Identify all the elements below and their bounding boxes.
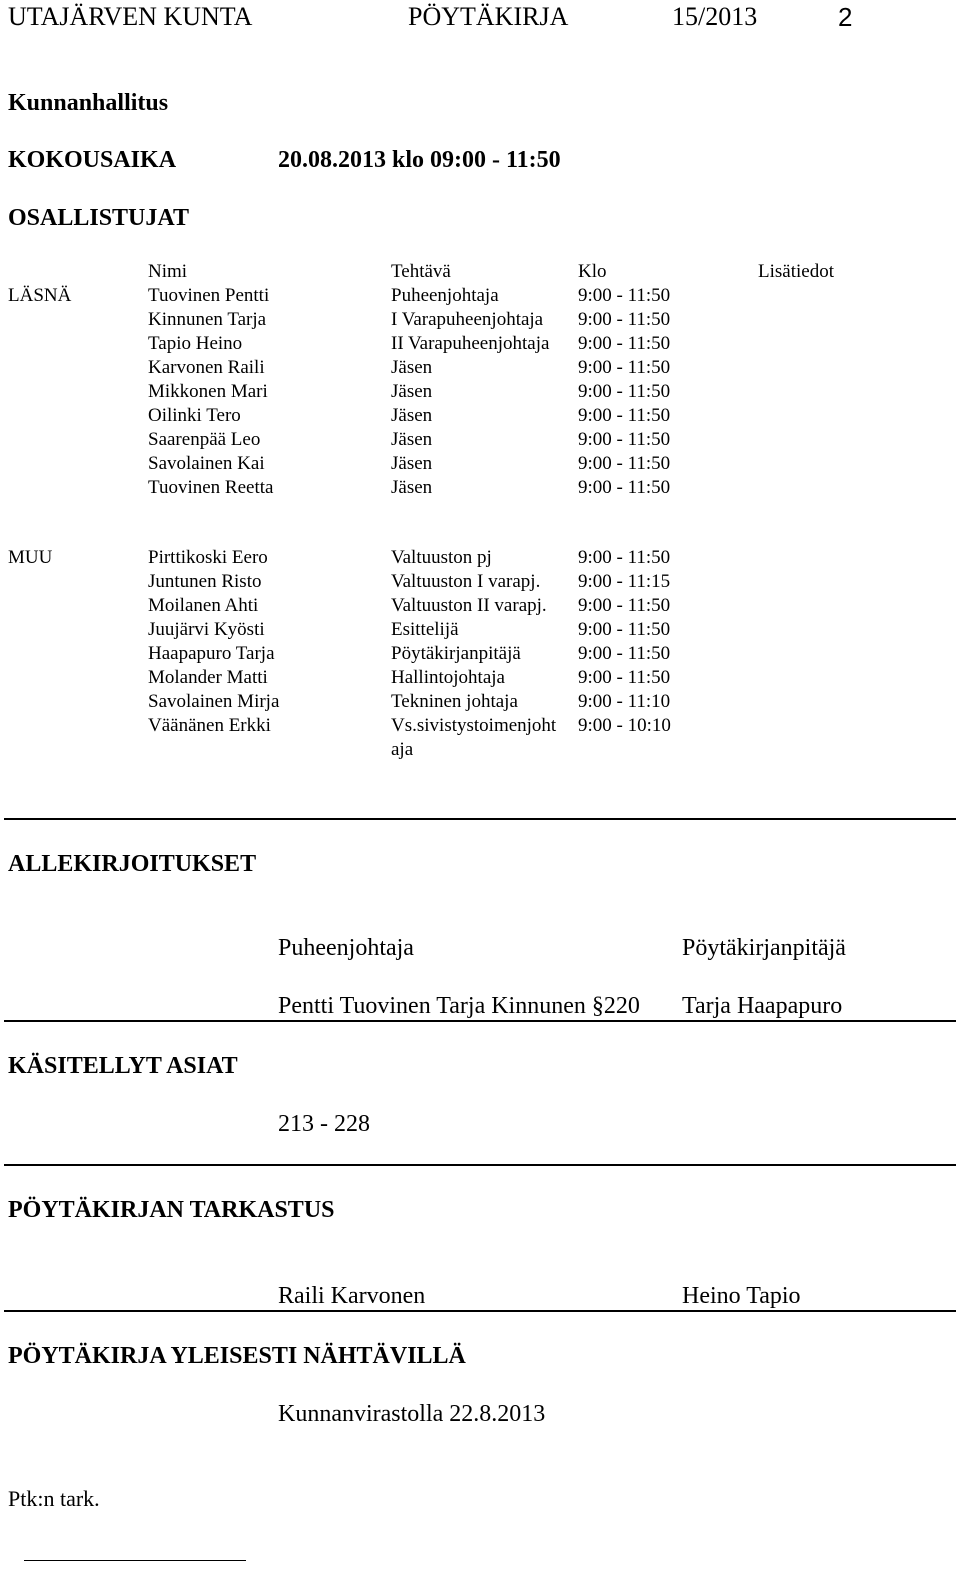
present-label: LÄSNÄ [8,285,72,306]
secretary-signature: Tarja Haapapuro [682,993,843,1019]
participant-time: 9:00 - 11:50 [578,429,671,450]
participant-time: 9:00 - 11:50 [578,619,671,640]
participant-role: Valtuuston II varapj. [391,595,547,616]
other-label: MUU [8,547,53,568]
participant-time: 9:00 - 11:50 [578,453,671,474]
participant-name: Savolainen Kai [148,453,265,474]
participant-name: Tuovinen Pentti [148,285,270,306]
participant-time: 9:00 - 11:50 [578,667,671,688]
participant-name: Tapio Heino [148,333,243,354]
column-header-time: Klo [578,261,607,282]
review-heading: PÖYTÄKIRJAN TARKASTUS [8,1197,335,1223]
column-header-notes: Lisätiedot [758,261,834,282]
page-number: 2 [838,2,853,32]
chair-title: Puheenjohtaja [278,935,414,961]
participant-role: Jäsen [391,477,433,498]
participant-role: Valtuuston pj [391,547,492,568]
handled-heading: KÄSITELLYT ASIAT [8,1053,238,1079]
participant-name: Pirttikoski Eero [148,547,268,568]
participant-role: II Varapuheenjohtaja [391,333,550,354]
reviewer-2: Heino Tapio [682,1283,801,1309]
participant-name: Tuovinen Reetta [148,477,274,498]
participant-role-continuation: aja [391,739,414,760]
body-name: Kunnanhallitus [8,90,169,116]
section-divider [4,1020,956,1022]
participant-name: Karvonen Raili [148,357,265,378]
reviewer-1: Raili Karvonen [278,1283,426,1309]
participant-name: Savolainen Mirja [148,691,280,712]
participant-time: 9:00 - 11:50 [578,357,671,378]
participant-name: Oilinki Tero [148,405,241,426]
participant-time: 9:00 - 11:50 [578,405,671,426]
participant-time: 9:00 - 11:50 [578,477,671,498]
participant-name: Moilanen Ahti [148,595,259,616]
participant-time: 9:00 - 11:15 [578,571,671,592]
document-number: 15/2013 [672,2,758,31]
participant-name: Väänänen Erkki [148,715,271,736]
review-initials-label: Ptk:n tark. [8,1486,100,1511]
column-header-name: Nimi [148,261,188,282]
participant-role: Jäsen [391,405,433,426]
participant-role: Valtuuston I varapj. [391,571,541,592]
public-value: Kunnanvirastolla 22.8.2013 [278,1401,546,1427]
section-divider [4,1310,956,1312]
participant-name: Haapapuro Tarja [148,643,275,664]
participant-role: I Varapuheenjohtaja [391,309,544,330]
participant-role: Jäsen [391,357,433,378]
column-header-role: Tehtävä [391,261,451,282]
handled-value: 213 - 228 [278,1111,370,1137]
participant-role: Jäsen [391,381,433,402]
secretary-title: Pöytäkirjanpitäjä [682,935,846,961]
participant-time: 9:00 - 11:50 [578,381,671,402]
participant-role: Esittelijä [391,619,459,640]
participant-name: Molander Matti [148,667,268,688]
chair-signatures: Pentti Tuovinen Tarja Kinnunen §220 [278,993,640,1019]
participant-name: Saarenpää Leo [148,429,261,450]
participant-role: Vs.sivistystoimenjoht [391,715,557,736]
participant-role: Hallintojohtaja [391,667,505,688]
participant-time: 9:00 - 11:10 [578,691,671,712]
participant-time: 9:00 - 11:50 [578,309,671,330]
meeting-time-value: 20.08.2013 klo 09:00 - 11:50 [278,147,561,173]
participant-role: Jäsen [391,429,433,450]
section-divider [4,818,956,820]
participant-time: 9:00 - 11:50 [578,547,671,568]
participant-time: 9:00 - 11:50 [578,595,671,616]
participant-role: Jäsen [391,453,433,474]
participant-time: 9:00 - 10:10 [578,715,671,736]
participant-name: Juujärvi Kyösti [148,619,265,640]
participant-name: Mikkonen Mari [148,381,268,402]
meeting-time-label: KOKOUSAIKA [8,147,177,173]
initials-line [24,1560,246,1561]
signatures-heading: ALLEKIRJOITUKSET [8,851,257,877]
participant-role: Pöytäkirjanpitäjä [391,643,521,664]
participant-name: Kinnunen Tarja [148,309,267,330]
participant-time: 9:00 - 11:50 [578,285,671,306]
participants-heading: OSALLISTUJAT [8,205,189,231]
public-heading: PÖYTÄKIRJA YLEISESTI NÄHTÄVILLÄ [8,1343,466,1369]
section-divider [4,1164,956,1166]
participant-role: Puheenjohtaja [391,285,499,306]
participant-name: Juntunen Risto [148,571,262,592]
participant-time: 9:00 - 11:50 [578,643,671,664]
municipality-name: UTAJÄRVEN KUNTA [8,2,253,31]
participant-time: 9:00 - 11:50 [578,333,671,354]
participant-role: Tekninen johtaja [391,691,518,712]
document-type: PÖYTÄKIRJA [408,2,569,31]
